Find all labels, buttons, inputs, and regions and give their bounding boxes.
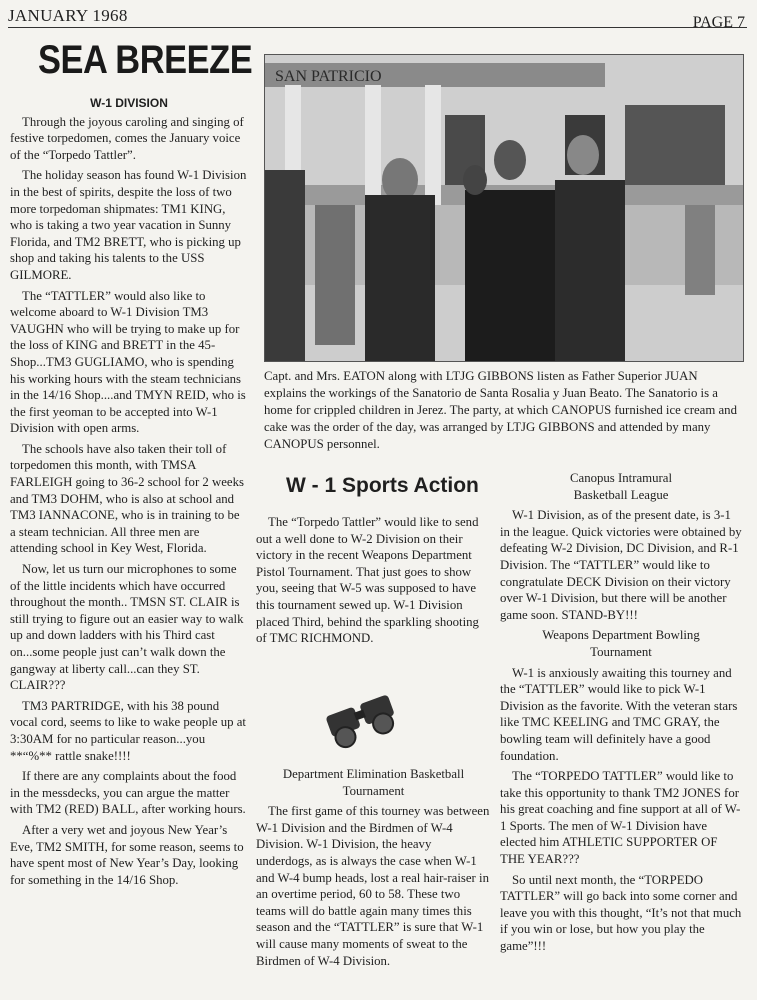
- building-sign: SAN PATRICIO: [275, 68, 382, 85]
- sports-section-title: W - 1 Sports Action: [286, 474, 479, 497]
- binoculars-icon: [318, 684, 408, 752]
- column-w1-division: [10, 95, 248, 892]
- subsection-heading: Weapons Department Bowling Tournament: [542, 628, 700, 659]
- paragraph: If there are any complaints about the food in the messdecks, you can argue the matter with TM2 (RED) BALL, after working hours.: [10, 769, 246, 817]
- header-rule: [8, 27, 747, 28]
- sports-right-column: [500, 470, 742, 959]
- masthead-title: SEA BREEZE: [38, 38, 253, 82]
- paragraph: The “Torpedo Tattler” would like to send out a well done to W-2 Division on their victory in the recent Weapons Department Pistol Tournament. That just goes to show you, seeing that W-5 was supposed to have this tournament sewed up. W-1 Division placed Third, behind the sparkling shooting of TMC RICHMOND.: [256, 515, 479, 646]
- photo-caption: Capt. and Mrs. EATON along with LTJG GIBBONS listen as Father Superior JUAN explains the workings of the Sanatorio de Santa Rosalia y Juan Beato. The Sanatorio is a home for crippled children in Jerez. The party, at which CANOPUS furnished ice cream and cake was the order of the day, was arranged by LTJG GIBBONS and attended by many CANOPUS personnel.: [264, 369, 737, 451]
- paragraph: The “TATTLER” would also like to welcome aboard to W-1 Division TM3 VAUGHN who will be trying to make up for the loss of KING and BRETT in the 45-Shop...TM3 GUGLIAMO, who is spending his working hours with the steam technicians in the 14/16 Shop....and TMYN REID, who is the first yeoman to be accepted into W-1 Division with open arms.: [10, 288, 246, 436]
- paragraph: The “TORPEDO TATTLER” would like to take this opportunity to thank TM2 JONES for his great coaching and fine support at all of W-1 Sports. The men of W-1 Division have elected him ATHLETIC SUPPORTER OF THE YEAR???: [500, 769, 741, 867]
- paragraph: W-1 Division, as of the present date, is 3-1 in the league. Quick victories were obtained by defeating W-2 Division, DC Division, and R-1 Division. The “TATTLER” would like to congratulate DECK Division on their victory over W-1 Division, but there will be another game soon. STAND-BY!!!: [500, 508, 742, 622]
- paragraph: The holiday season has found W-1 Division in the best of spirits, despite the loss of two more torpedoman shipmates: TM1 KING, who is taking a two year vacation in Sunny Florida, and TM2 BRETT, who is picking up shop and taking his talents to the USS GILMORE.: [10, 168, 247, 282]
- issue-date: JANUARY 1968: [8, 6, 128, 25]
- paragraph: TM3 PARTRIDGE, with his 38 pound vocal cord, seems to like to wake people up at 3:30AM for no particular reason...you **“%** rattle snake!!!!: [10, 698, 246, 763]
- subsection-heading: Department Elimination Basketball Tournament: [282, 767, 465, 798]
- subsection-heading: Canopus Intramural Basketball League: [570, 471, 672, 502]
- page-number: PAGE 7: [692, 14, 745, 31]
- paragraph: After a very wet and joyous New Year’s Eve, TM2 SMITH, for some reason, seems to have spent most of New Year’s Day, looking for something in the 14/16 Shop.: [10, 822, 244, 887]
- paragraph: The first game of this tourney was between W-1 Division and the Birdmen of W-4 Division. W-1 Division, the heavy underdogs, as is always the case when W-1 and W-4 bump heads, lost a real hair-raiser in an overtime period, 60 to 58. These two teams will do battle again many times this season and the “TATTLER” is sure that W-1 will cause many moments of sweat to the Birdmen of W-4 Division.: [256, 804, 490, 968]
- sports-intro-column: [256, 514, 491, 651]
- elimination-column: [256, 766, 491, 973]
- section-heading: W-1 DIVISION: [90, 96, 168, 110]
- paragraph: W-1 is anxiously awaiting this tourney and the “TATTLER” would like to pick W-1 Division as the favorite. With the veteran stars like TMC KEELING and TMC GRAY, the bowling team will definitely have a good foundation.: [500, 665, 738, 763]
- paragraph: The schools have also taken their toll of torpedomen this month, with TMSA FARLEIGH going to 36-2 school for 2 weeks and TM3 DOHM, who is also at school and TM3 IANNACONE, who is in training to be a steam technician. All three men are attending school in Key West, Florida.: [10, 441, 244, 556]
- paragraph: Through the joyous caroling and singing of festive torpedomen, comes the January voice of the “Torpedo Tattler”.: [10, 114, 244, 162]
- sanatorio-photo: [264, 54, 744, 362]
- paragraph: So until next month, the “TORPEDO TATTLER” will go back into some corner and leave you with this thought, “It’s not that much if you win or lose, but how you play the game”!!!: [500, 872, 742, 954]
- paragraph: Now, let us turn our microphones to some of the little incidents which have occurred throughout the month.. TMSN ST. CLAIR is still trying to figure out an easier way to walk up and down ladders with his Third cast on...some people just can’t walk down the gangway at liberty call...can they ST. CLAIR???: [10, 562, 244, 693]
